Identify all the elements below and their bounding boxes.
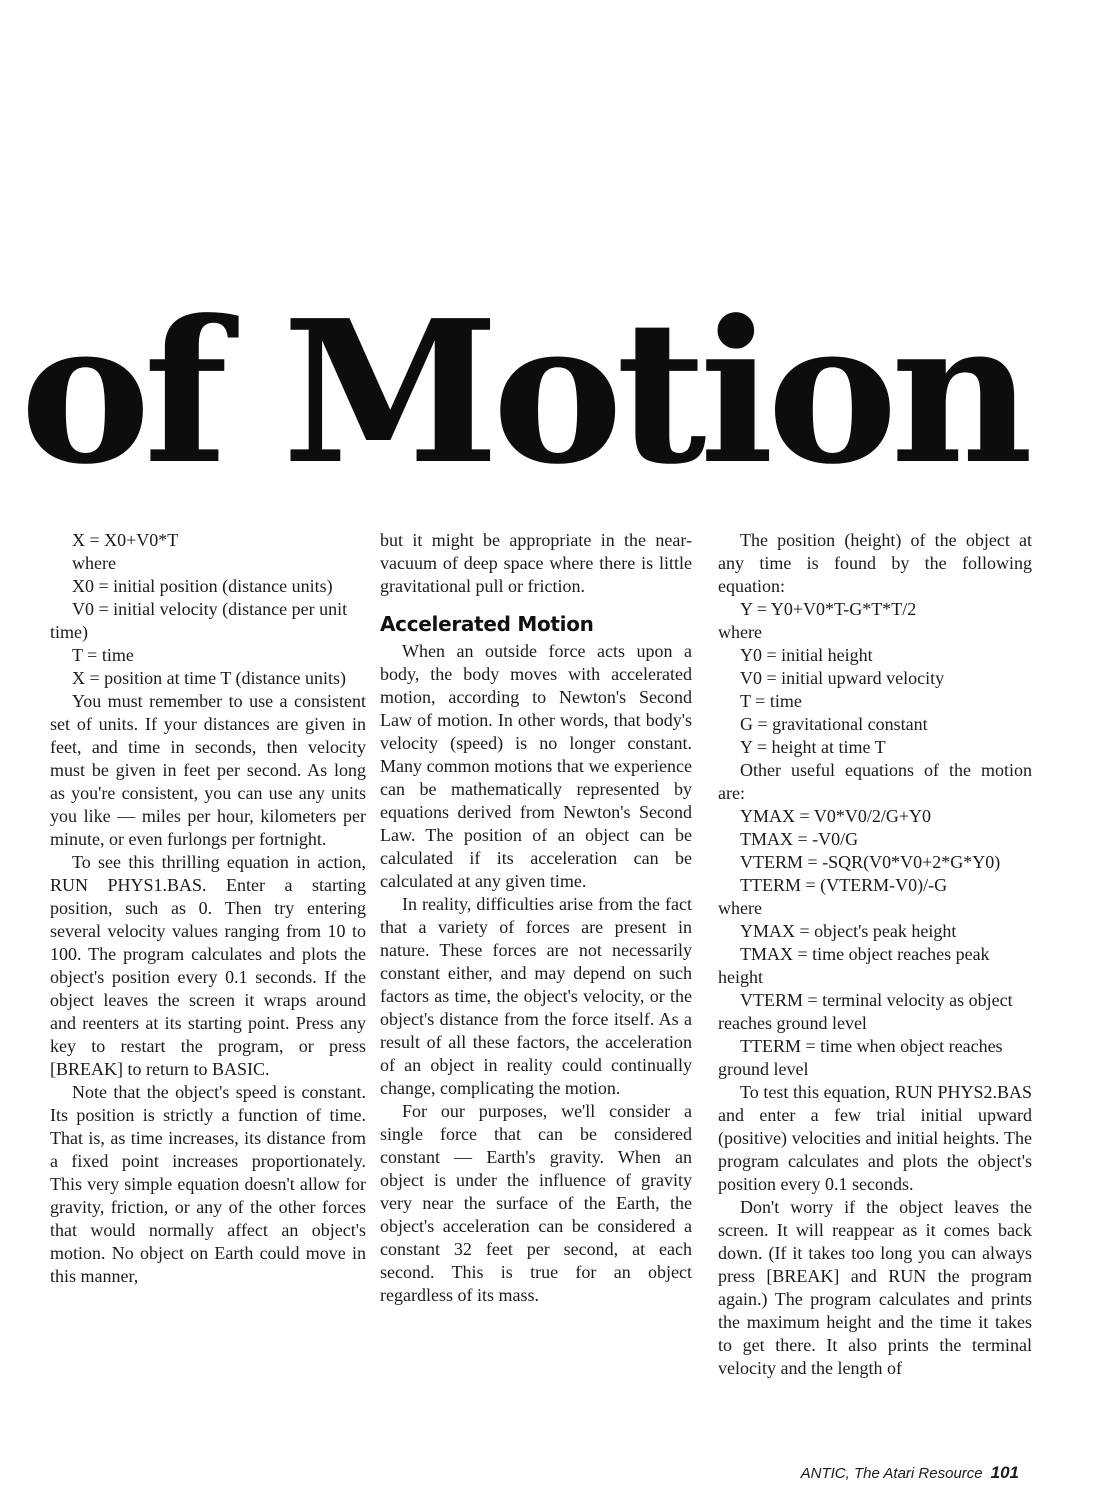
text-column-3 <box>718 529 1032 1380</box>
where-label: where <box>72 553 116 573</box>
paragraph-forces: In reality, difficulties arise from the fact that a variety of forces are present in nature. These forces are not necessarily constant either, and may depend on such factors as time, the object's velocity, or the object's distance from the force itself. As a result of all these factors, the acceleration of an object in reality could continually change, complicating the motion. <box>380 894 692 1098</box>
definition-x0: X0 = initial position (distance units) <box>72 576 333 596</box>
definition-ymax: YMAX = object's peak height <box>740 921 957 941</box>
definition-v0: V0 = initial velocity (distance per unit time) <box>50 599 348 642</box>
definition-t: T = time <box>740 691 802 711</box>
definition-t: T = time <box>72 645 134 665</box>
article-headline: of Motion <box>20 278 1027 508</box>
definition-tmax: TMAX = time object reaches peak height <box>718 944 990 987</box>
section-heading-accelerated-motion: Accelerated Motion <box>380 612 594 636</box>
paragraph-other-equations: Other useful equations of the motion are: <box>718 760 1032 803</box>
paragraph-constant-speed: Note that the object's speed is constant. Its position is strictly a function of time. That is, as time increases, its distance from a fixed point increases proportionately. This very simple equation doesn't allow for gravity, friction, or any of the other forces that would normally affect an object's motion. No object on Earth could move in this manner, <box>50 1082 366 1286</box>
equation-height: Y = Y0+V0*T-G*T*T/2 <box>740 599 917 619</box>
definition-v0: V0 = initial upward velocity <box>740 668 945 688</box>
text-column-1 <box>50 529 366 1288</box>
paragraph-phys1: To see this thrilling equation in action, RUN PHYS1.BAS. Enter a starting position, such as 0. Then try entering several velocity values ranging from 10 to 100. The program calculates and plots the object's position every 0.1 seconds. If the object leaves the screen it wraps around and reenters at its starting point. Press any key to restart the program, or press [BREAK] to return to BASIC. <box>50 852 366 1079</box>
equation-position: X = X0+V0*T <box>72 530 179 550</box>
paragraph-continuation: but it might be appropriate in the near-vacuum of deep space where there is little gravitational pull or friction. <box>380 530 692 596</box>
paragraph-leaves-screen: Don't worry if the object leaves the screen. It will reappear as it comes back down. (If it takes too long you can always press [BREAK] and RUN the program again.) The program calculates and prints the maximum height and the time it takes to get there. It also prints the terminal velocity and the length of <box>718 1197 1032 1378</box>
paragraph-newton: When an outside force acts upon a body, the body moves with accelerated motion, according to Newton's Second Law of motion. In other words, that body's velocity (speed) is no longer constant. Many common motions that we experience can be mathematically represented by equations derived from Newton's Second Law. The position of an object can be calculated if its acceleration can be calculated at any given time. <box>380 641 692 891</box>
page-number: 101 <box>990 1463 1019 1482</box>
paragraph-units: You must remember to use a consistent set of units. If your distances are given in feet, and time in seconds, then velocity must be given in feet per second. As long as you're consistent, you can use any units you like — miles per hour, kilometers per minute, or even furlongs per fortnight. <box>50 691 366 849</box>
equation-tmax: TMAX = -V0/G <box>740 829 859 849</box>
paragraph-height: The position (height) of the object at any time is found by the following equation: <box>718 530 1032 596</box>
where-label: where <box>718 622 762 642</box>
page-footer <box>801 1463 1019 1483</box>
publication-name: ANTIC, The Atari Resource <box>800 1465 983 1482</box>
definition-g: G = gravitational constant <box>740 714 928 734</box>
definition-y: Y = height at time T <box>740 737 886 757</box>
text-column-2 <box>380 529 692 1307</box>
equation-tterm: TTERM = (VTERM-V0)/-G <box>740 875 948 895</box>
definition-vterm: VTERM = terminal velocity as object reaches ground level <box>718 990 1013 1033</box>
definition-y0: Y0 = initial height <box>740 645 873 665</box>
equation-vterm: VTERM = -SQR(V0*V0+2*G*Y0) <box>740 852 1001 872</box>
paragraph-gravity: For our purposes, we'll consider a single force that can be considered constant — Earth's gravity. When an object is under the influence of gravity very near the surface of the Earth, the object's acceleration can be considered a constant 32 feet per second, at each second. This is true for an object regardless of its mass. <box>380 1101 692 1305</box>
equation-ymax: YMAX = V0*V0/2/G+Y0 <box>740 806 931 826</box>
paragraph-phys2: To test this equation, RUN PHYS2.BAS and enter a few trial initial upward (positive) velocities and initial heights. The program calculates and plots the object's position every 0.1 seconds. <box>718 1082 1032 1194</box>
definition-tterm: TTERM = time when object reaches ground level <box>718 1036 1003 1079</box>
definition-x: X = position at time T (distance units) <box>72 668 346 688</box>
where-label: where <box>718 898 762 918</box>
